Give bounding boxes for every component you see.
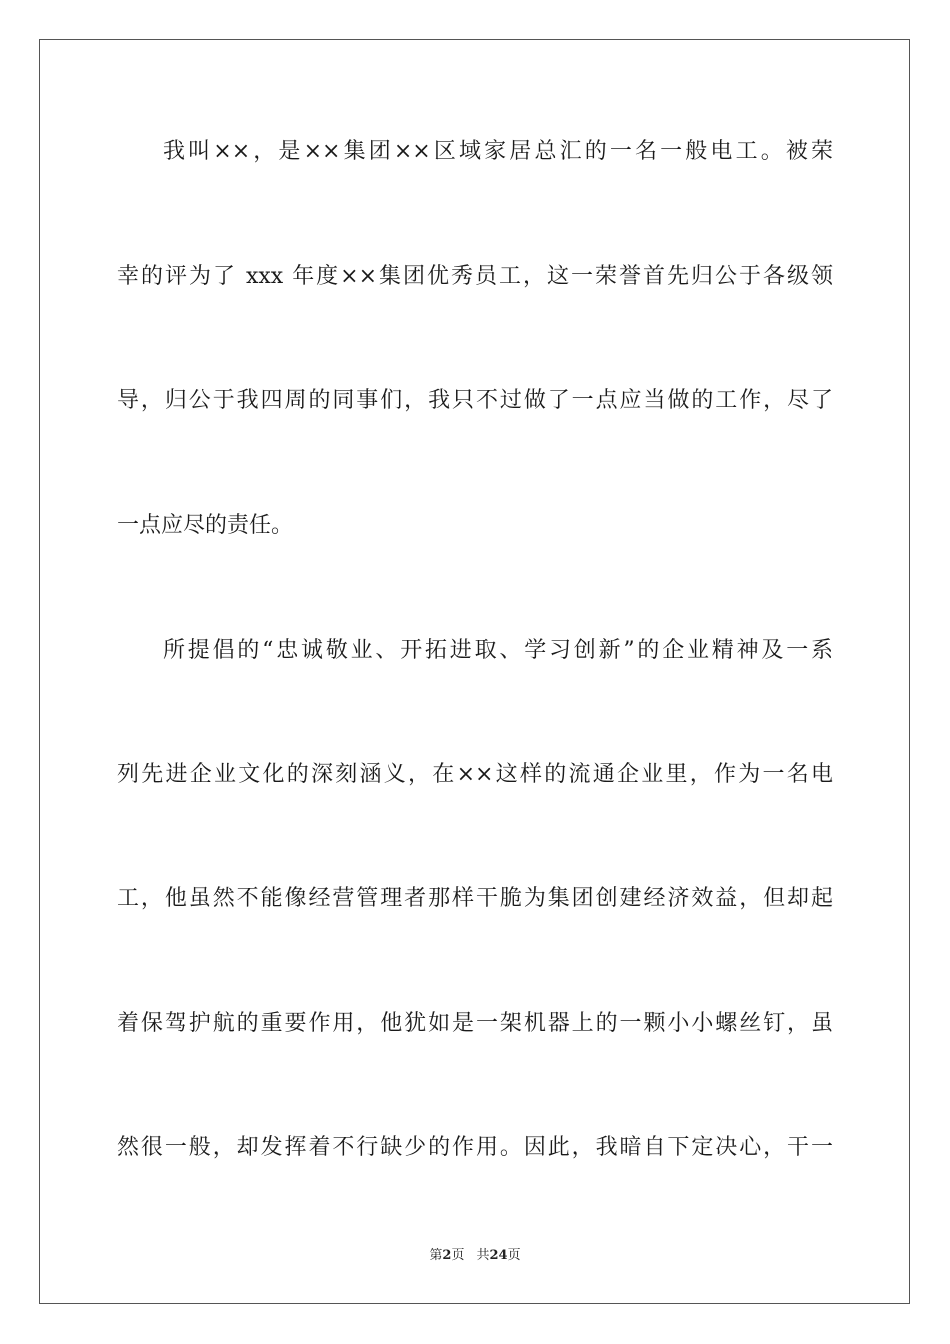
paragraph-2-line-5: 然很一般，却发挥着不行缺少的作用。因此，我暗自下定决心，干一: [117, 1135, 833, 1160]
paragraph-2-line-3: 工，他虽然不能像经营管理者那样干脆为集团创建经济效益，但却起: [117, 886, 833, 911]
paragraph-2-line-1: 所提倡的“忠诚敬业、开拓进取、学习创新”的企业精神及一系: [163, 638, 833, 663]
page-suffix: 页: [451, 1248, 465, 1263]
total-pages: 24: [489, 1248, 508, 1263]
page-number: 2: [442, 1248, 452, 1263]
paragraph-1-line-1: 我叫××，是××集团××区域家居总汇的一名一般电工。被荣: [163, 139, 833, 164]
total-suffix: 页: [507, 1248, 521, 1263]
paragraph-2-line-2: 列先进企业文化的深刻涵义，在××这样的流通企业里，作为一名电: [117, 762, 833, 787]
page-border: [39, 39, 910, 1304]
total-prefix: 共: [476, 1248, 490, 1263]
page-footer: [0, 1246, 950, 1266]
page-prefix: 第: [429, 1248, 443, 1263]
paragraph-1-line-3: 导，归公于我四周的同事们，我只不过做了一点应当做的工作，尽了: [117, 388, 833, 413]
paragraph-1-line-4: 一点应尽的责任。: [117, 513, 294, 538]
paragraph-1-line-2: 幸的评为了 xxx 年度××集团优秀员工，这一荣誉首先归公于各级领: [117, 264, 833, 289]
paragraph-2-line-4: 着保驾护航的重要作用，他犹如是一架机器上的一颗小小螺丝钉，虽: [117, 1011, 833, 1036]
